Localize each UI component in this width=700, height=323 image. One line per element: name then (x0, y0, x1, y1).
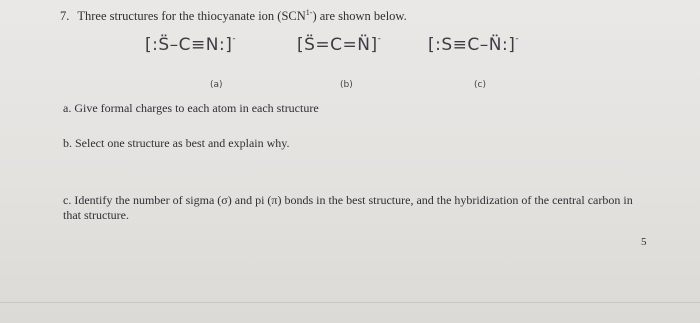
page-number: 5 (641, 236, 647, 248)
question-text-end: ) are shown below. (312, 9, 407, 24)
part-b-prompt: b. Select one structure as best and explain why. (63, 136, 290, 150)
lewis-structures (0, 34, 700, 74)
structure-b-label: (b) (340, 80, 353, 90)
structure-c-charge: - (515, 34, 520, 44)
structure-a-label: (a) (210, 80, 223, 90)
structure-b-formula: [S̈=C=N̈] (297, 35, 378, 55)
ion-charge: 1- (305, 8, 313, 17)
structure-c-formula: [:S≡C–N̈:] (428, 35, 516, 55)
structure-a-formula: [:S̈–C≡N:] (145, 35, 233, 55)
structure-a (145, 34, 236, 55)
structure-b (297, 34, 381, 55)
structure-b-charge: - (377, 34, 382, 44)
structure-a-charge: - (232, 34, 237, 44)
part-c-prompt: c. Identify the number of sigma (σ) and pi (π) bonds in the best structure, and the hybridization of the central carbon in that structure. (63, 193, 633, 222)
question-prompt (60, 8, 407, 24)
question-number: 7. (60, 9, 70, 24)
part-a-prompt: a. Give formal charges to each atom in each structure (63, 101, 319, 115)
structure-c-label: (c) (474, 80, 486, 90)
page-edge-divider (0, 302, 700, 303)
question-text-start: Three structures for the thiocyanate ion (SCN (77, 9, 306, 24)
structure-c (428, 34, 519, 55)
